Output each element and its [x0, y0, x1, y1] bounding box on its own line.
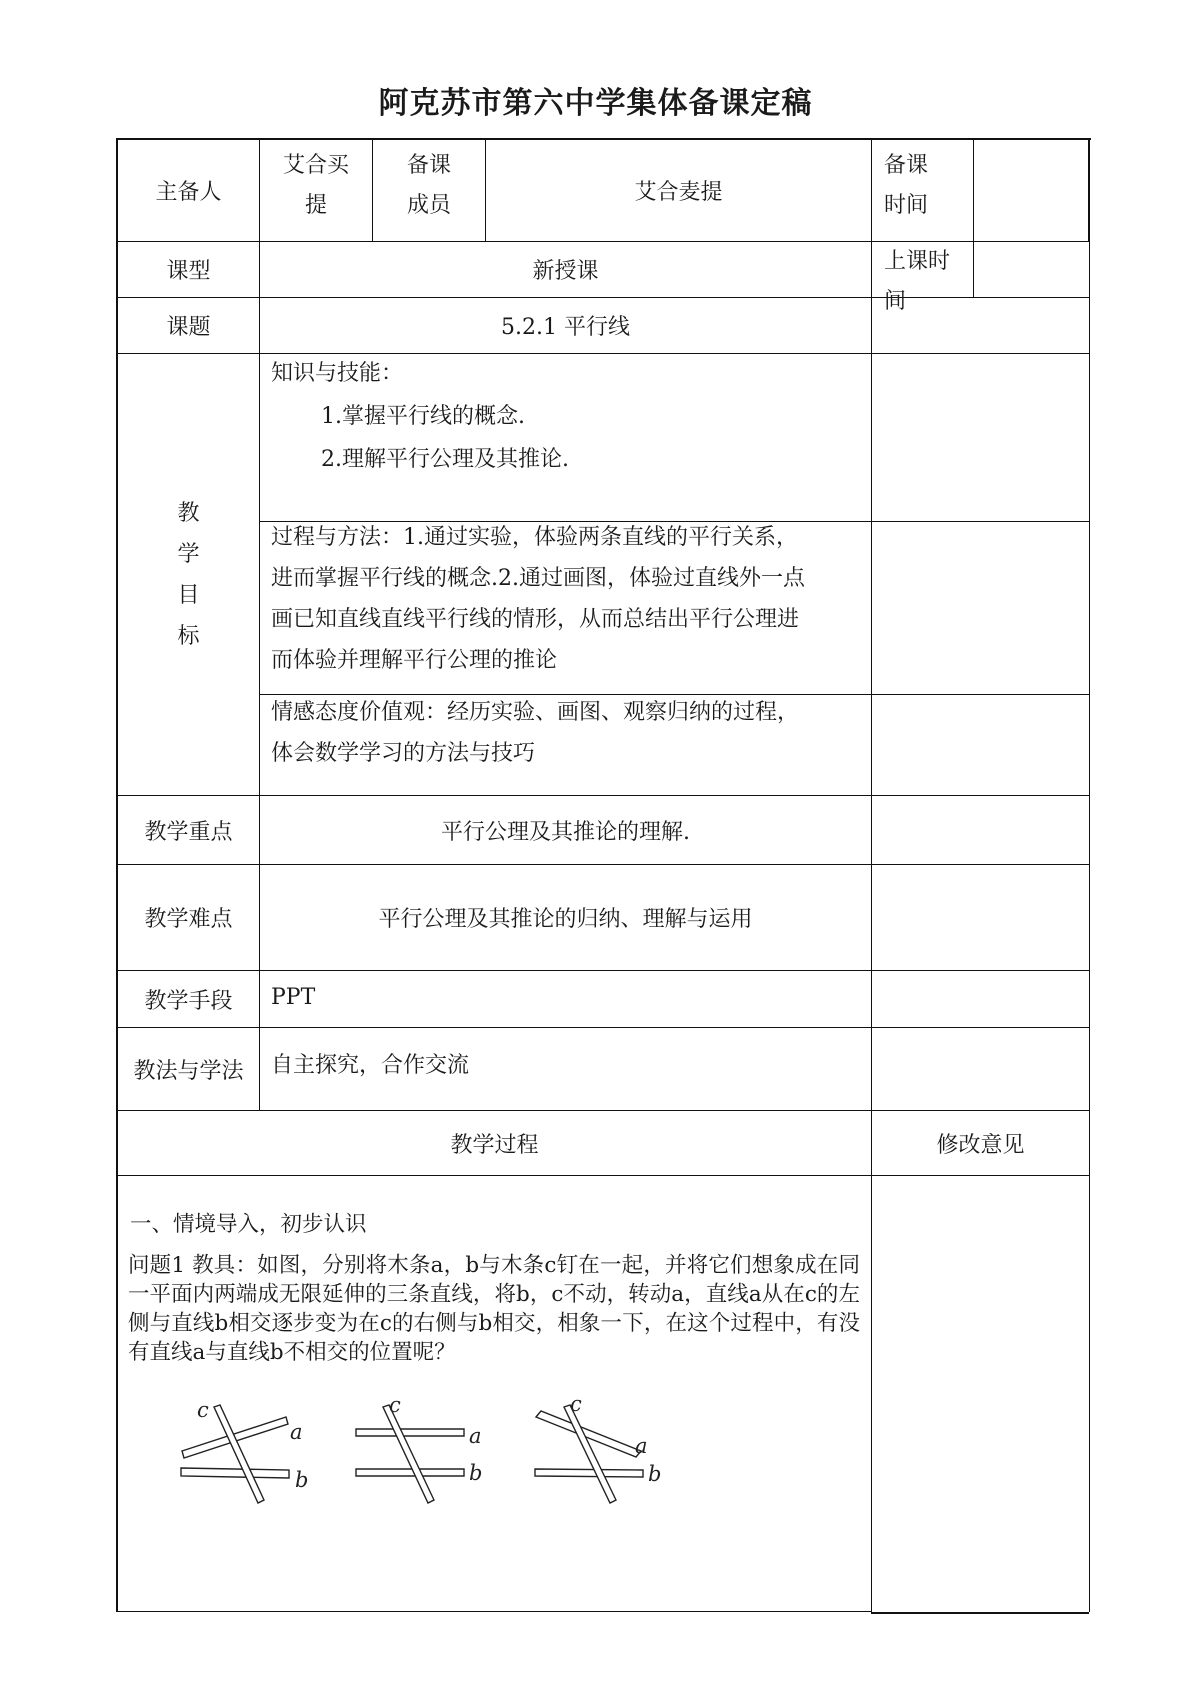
stick-c — [383, 1405, 434, 1503]
topic-value: 5.2.1 平行线 — [501, 315, 630, 340]
lesson-type-value: 新授课 — [532, 259, 599, 284]
label-a: a — [635, 1434, 648, 1458]
class-time-value — [974, 242, 1088, 297]
knowledge-item: 1.掌握平行线的概念. — [321, 404, 525, 429]
knowledge-heading: 知识与技能： — [271, 361, 404, 386]
prep-time-value — [974, 140, 1088, 241]
methods-label: 教法与学法 — [133, 1058, 244, 1084]
objectives-label-char: 学 — [177, 541, 200, 567]
attitude-line: 体会数学学习的方法与技巧 — [271, 741, 536, 766]
attitude-line: 情感态度价值观：经历实验、画图、观察归纳的过程， — [271, 700, 800, 725]
process-method-line: 画已知直线直线平行线的情形，从而总结出平行公理进 — [271, 607, 800, 632]
stick-b — [181, 1468, 289, 1478]
process-method-line: 而体验并理解平行公理的推论 — [271, 648, 558, 673]
label-b: b — [469, 1461, 483, 1485]
prep-time-label-line1: 备课 — [884, 153, 929, 178]
class-time-label: 上课时间 — [884, 249, 951, 314]
stick-a — [356, 1429, 464, 1436]
members-label — [373, 146, 485, 226]
objectives-label-char: 目 — [177, 582, 200, 608]
main-preparer-label: 主备人 — [155, 180, 222, 205]
label-c: c — [570, 1392, 582, 1416]
members-value: 艾合麦提 — [634, 180, 723, 205]
question-text: 问题1 教具：如图，分别将木条a，b与木条c钉在一起，并将它们想象成在同一平面内两端成无限延伸的三条直线，将b，c不动，转动a，直线a从在c的左侧与直线b相交逐步变为在c的右侧与b相交，相象一下，在这个过程中，有没有直线a与直线b不相交的位置呢？ — [128, 1253, 860, 1365]
label-c: c — [389, 1393, 401, 1417]
main-preparer-name-line2: 提 — [304, 193, 327, 218]
process-method-line: 过程与方法：1.通过实验，体验两条直线的平行关系， — [271, 525, 798, 550]
topic-label: 课题 — [166, 315, 211, 340]
page-title: 阿克苏市第六中学集体备课定稿 — [378, 86, 813, 121]
class-time-label-clip — [872, 242, 973, 314]
knowledge-item: 2.理解平行公理及其推论. — [321, 447, 569, 472]
stick-b — [356, 1469, 464, 1476]
revision-header: 修改意见 — [936, 1132, 1025, 1158]
key-point-label: 教学重点 — [144, 819, 233, 845]
process-method-line: 进而掌握平行线的概念.2.通过画图，体验过直线外一点 — [271, 566, 805, 591]
lesson-type-label: 课型 — [166, 259, 211, 284]
section-title: 一、情境导入，初步认识 — [130, 1212, 367, 1237]
objectives-label-char: 标 — [177, 623, 200, 649]
methods-value: 自主探究，合作交流 — [271, 1053, 470, 1078]
difficulty-value: 平行公理及其推论的归纳、理解与运用 — [378, 907, 753, 932]
main-preparer-name-line1: 艾合买 — [282, 153, 349, 178]
members-label-line1: 备课 — [406, 153, 451, 178]
stick-b — [535, 1469, 643, 1477]
objectives-label — [118, 354, 259, 795]
parallel-lines-figure — [175, 1392, 695, 1515]
prep-time-label-line2: 时间 — [884, 193, 929, 218]
figure-3 — [535, 1405, 643, 1503]
objectives-label-char: 教 — [177, 500, 200, 526]
stick-c — [214, 1405, 264, 1503]
label-b: b — [648, 1462, 662, 1486]
label-a: a — [290, 1420, 303, 1444]
label-b: b — [295, 1468, 309, 1492]
process-header: 教学过程 — [450, 1132, 539, 1158]
label-c: c — [197, 1398, 209, 1422]
prep-time-label — [884, 146, 974, 226]
members-label-line2: 成员 — [406, 193, 451, 218]
means-label: 教学手段 — [144, 988, 233, 1014]
means-value: PPT — [271, 985, 316, 1010]
difficulty-label: 教学难点 — [144, 907, 233, 932]
figure-2 — [356, 1405, 464, 1503]
main-preparer-name — [260, 146, 372, 226]
label-a: a — [469, 1424, 482, 1448]
stick-c — [564, 1405, 616, 1503]
key-point-value: 平行公理及其推论的理解. — [441, 819, 690, 845]
